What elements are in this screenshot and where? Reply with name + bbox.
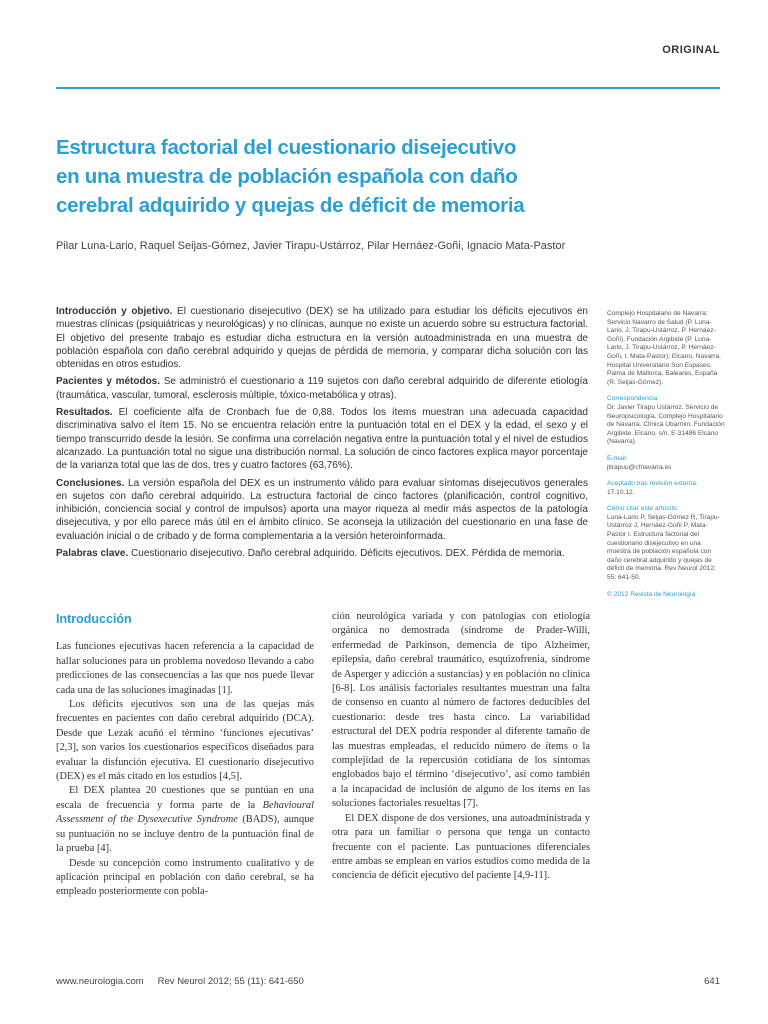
section-label: ORIGINAL <box>662 44 720 56</box>
abstract-introduction <box>56 305 588 371</box>
page-footer <box>56 976 720 987</box>
title-line: Estructura factorial del cuestionario disejecutivo <box>56 136 517 159</box>
title-line: en una muestra de población española con daño <box>56 165 518 188</box>
footer-left <box>56 976 720 987</box>
accepted-label: Aceptado tras revisión externa: <box>607 480 698 488</box>
email-block <box>607 455 725 472</box>
correspondence-text: Dr. Javier Tirapu Ustárroz. Servicio de Neuropsicología. Complejo Hospitalario de Navarra. Clínica Ubarmin. Fundación Argibide. Elcano, s/n. E-31486 Elcano (Navarra). <box>607 403 725 446</box>
email-label: E-mail: <box>607 454 628 462</box>
correspondence-block <box>607 395 725 447</box>
abstract-keywords <box>56 547 588 560</box>
abstract-label: Conclusiones. <box>56 477 125 489</box>
abstract-text: Se administró el cuestionario a 119 sujetos con daño cerebral adquirido de diferente etiología (traumática, vascular, tumoral, esclerosis múltiple, tóxico-metabólica y otras). <box>56 376 588 401</box>
accepted-block <box>607 480 725 497</box>
abstract-label: Palabras clave. <box>56 548 129 560</box>
citation-label: Cómo citar este artículo: <box>607 505 679 513</box>
abstract-label: Pacientes y métodos. <box>56 376 161 388</box>
abstract-label: Introducción y objetivo. <box>56 306 173 317</box>
author-list: Pilar Luna-Lario, Raquel Seijas-Gómez, Javier Tirapu-Ustárroz, Pilar Hernáez-Goñi, Ignacio Mata-Pastor <box>56 240 566 252</box>
copyright-notice: © 2012 Revista de Neurología <box>607 590 696 598</box>
body-column-right <box>332 610 590 884</box>
header-rule <box>56 87 720 89</box>
abstract-conclusions <box>56 477 588 543</box>
correspondence-label: Correspondencia: <box>607 395 660 403</box>
body-paragraph: El DEX dispone de dos versiones, una autoadministrada y otra para un familiar o persona que tenga un contacto frecuente con el paciente. Las puntuaciones diferenciales entre ambas se emplean en varios estudios como medida de la conciencia de déficit ejecutivo del paciente [4,9-11]. <box>332 812 590 882</box>
section-heading: Introducción <box>56 612 132 626</box>
body-paragraph: Desde su concepción como instrumento cualitativo y de aplicación principal en población con daño cerebral, se ha empleado posteriormente con pobla- <box>56 857 314 898</box>
footer-citation: Rev Neurol 2012; 55 (11): 641-650 <box>157 976 304 987</box>
email-link[interactable]: jtirapuu@cfnavarra.es <box>607 463 672 471</box>
body-column-left <box>56 610 314 900</box>
abstract-results <box>56 406 588 472</box>
page-number: 641 <box>704 976 720 987</box>
italic-title: Behavioural Assessment of the Dysexecutive Syndrome <box>56 799 314 826</box>
title-line: cerebral adquirido y quejas de déficit de memoria <box>56 194 525 217</box>
paragraph-text: (BADS), aunque su puntuación no se incluye dentro de la puntuación final de la prueba [4]. <box>56 814 315 855</box>
abstract-text: La versión española del DEX es un instrumento válido para evaluar síntomas disejecutivos generales en sujetos con daño cerebral adquirido. La estructura factorial de cinco factores (planificación, control cognitivo, inhibición, conciencia social y control de impulsos) aporta una mayor riqueza al medir más aspectos de la patología disejecutiva, y por ello parece más útil en el ámbito clínico. Se aconseja la utilización del cuestionario en una fase de evaluación inicial o de cribado y de forma complementaria a la versión heteroinformada. <box>56 477 588 542</box>
body-paragraph: Las funciones ejecutivas hacen referencia a la capacidad de hallar soluciones para un problema novedoso llevando a cabo predicciones de las consecuencias a las que nos puede llevar cada una de las soluciones imaginadas [1]. <box>56 641 314 696</box>
citation-text: Luna-Lario P, Seijas-Gómez R, Tirapu-Ustárroz J, Hernáez-Goñi P, Mata-Pastor I. Estructura factorial del cuestionario disejecutivo en una muestra de población española con daño cerebral adquirido y quejas de déficit de memoria. Rev Neurol 2012; 55: 641-50. <box>607 513 720 582</box>
body-paragraph: ción neurológica variada y con patologías con etiología orgánica no demostrada (síndrome de Prader-Willi, enfermedad de Parkinson, demencia de tipo Alzheimer, epilepsia, daño cerebral traumático, esquizofrenia, síndrome de Asperger y adicción a sustancias) y en población no clínica [6-8]. Los análisis factoriales resultantes muestran una falta de consenso en cuanto al número de factores deducibles del cuestionario: desde tres hasta cinco. La variabilidad estructural del DEX podría responder al diferente tamaño de las muestras empleadas, el reducido número de ítems o la complejidad de la repercusión cotidiana de los síntomas englobados bajo el término ‘disejecutivo’, así como también a la incapacidad de inclusión de alguno de los ítems en las soluciones factoriales resueltas [7]. <box>332 611 590 810</box>
affiliations: Complejo Hospitalario de Navarra; Servicio Navarro de Salud (P. Luna-Lario, J. Tirapu-Ustárroz, P. Hernáez-Goñi). Fundación Argibide (P. Luna-Lario, J. Tirapu-Ustárroz, P. Hernáez-Goñi, I. Mata-Pastor); Elcano, Navarra. Hospital Universitario Son Espases; Palma de Mallorca, Baleares, España (R. Seijas-Gómez). <box>607 310 721 386</box>
abstract-label: Resultados. <box>56 407 113 419</box>
footer-website[interactable]: www.neurologia.com <box>56 976 144 987</box>
abstract-text: El cuestionario disejecutivo (DEX) se ha utilizado para estudiar los déficits ejecutivos en muestras clínicas (psiquiátricas y neurológicas) y no clínicas, aunque no existe un acuerdo sobre su estructura factorial. El objetivo del presente trabajo es estudiar dicha estructura en la versión autoadministrada en una muestra de población española con daño cerebral adquirido y quejas de pérdida de memoria, y comparar dicha solución con las obtenidas en otros estudios. <box>56 306 588 371</box>
paragraph-text: El DEX plantea 20 cuestiones que se puntúan en una escala de frecuencia y forma parte de la <box>56 785 314 811</box>
article-sidebar <box>607 310 725 607</box>
body-paragraph: Los déficits ejecutivos son una de las quejas más frecuentes en pacientes con daño cerebral adquirido (DCA). Desde que Lezak acuñó el término ‘funciones ejecutivas’ [2,3], son varios los cuestionarios específicos diseñados para evaluar la disfunción ejecutiva. El cuestionario disejecutivo (DEX) es el más citado en los estudios [4,5]. <box>56 699 314 783</box>
abstract-text: El coeficiente alfa de Cronbach fue de 0,88. Todos los ítems muestran una adecuada capacidad discriminativa salvo el ítem 15. No se encuentra relación entre la puntuación total en el DEX y la edad, el sexo y el tiempo transcurrido desde la lesión. Se confirma una correlación negativa entre la puntuación total y el nivel de estudios alcanzado. La puntuación total no sigue una distribución normal. La solución de cinco factores explica mayor porcentaje de la varianza total que las de dos, tres y cuatro factores (63,76%). <box>56 407 588 472</box>
citation-block <box>607 505 725 582</box>
abstract <box>56 305 588 564</box>
abstract-text: Cuestionario disejecutivo. Daño cerebral adquirido. Déficits ejecutivos. DEX. Pérdida de memoria. <box>128 548 565 560</box>
body-paragraph <box>56 784 314 856</box>
article-title <box>56 133 576 220</box>
abstract-methods <box>56 375 588 402</box>
accepted-date: 17.10.12. <box>607 488 635 496</box>
